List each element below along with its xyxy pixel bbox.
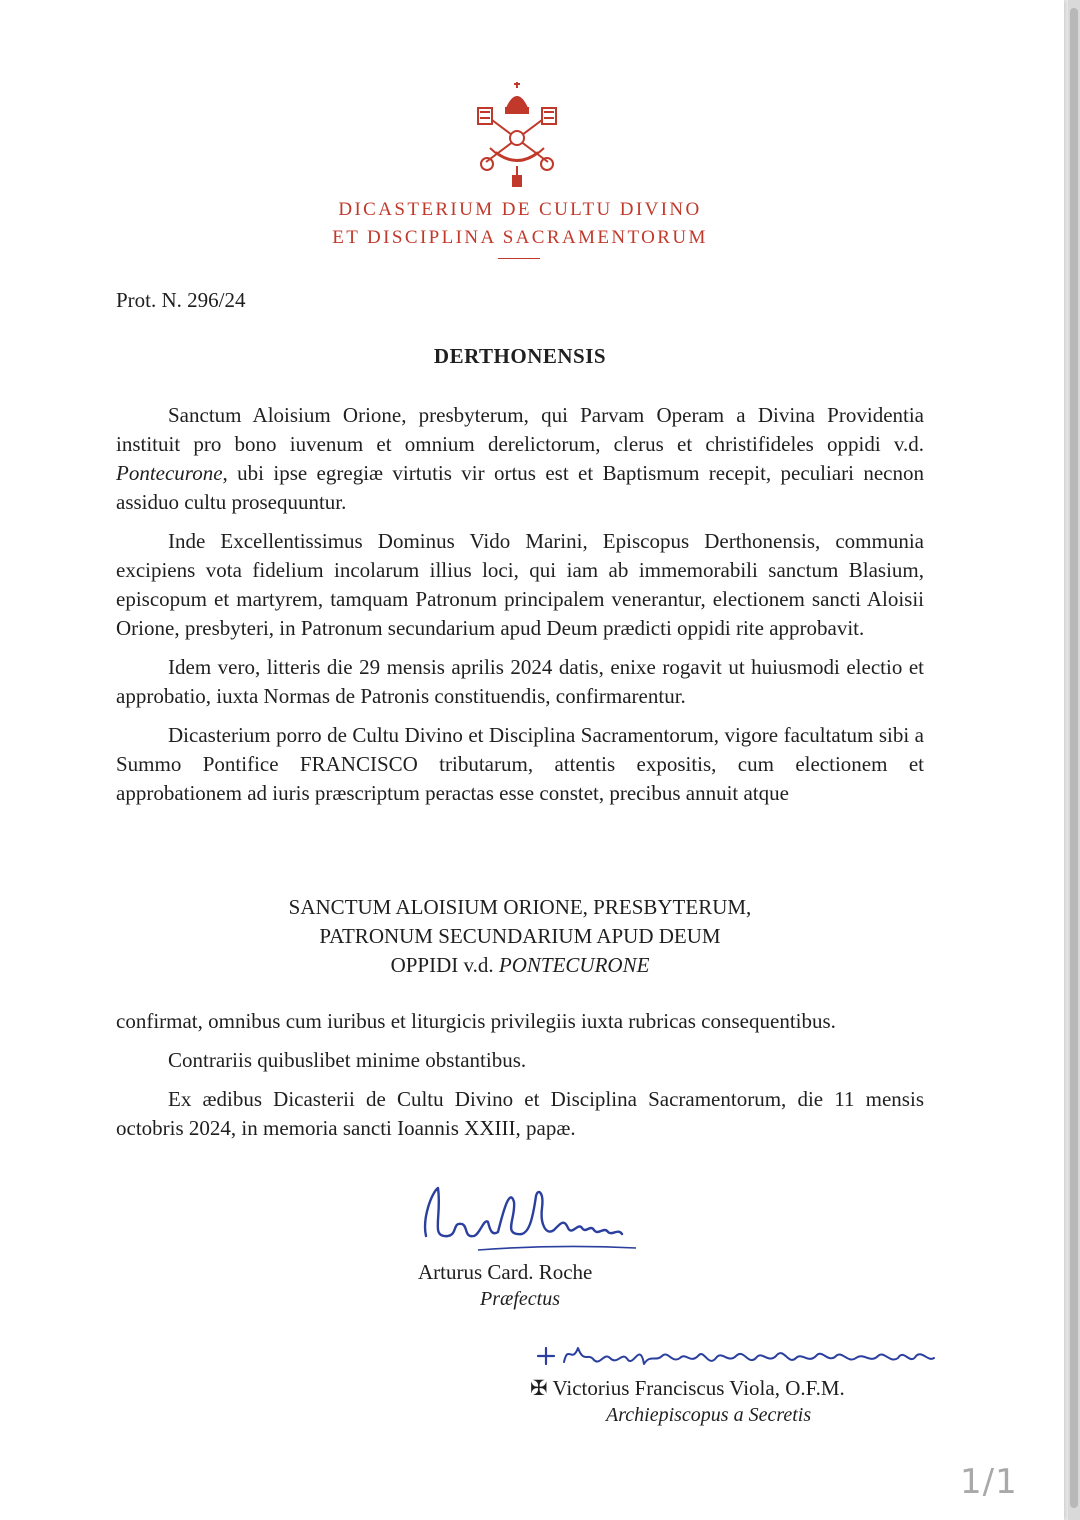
page-indicator: 1/1: [960, 1462, 1018, 1502]
paragraph-4: Dicasterium porro de Cultu Divino et Disciplina Sacramentorum, vigore facultatum sibi a Summo Pontifice FRANCISCO tributarum, attentis expositis, cum electionem et approbationem ad iuris præscriptum peractas esse constet, precibus annuit atque: [116, 723, 924, 805]
prefect-signature: [418, 1178, 638, 1258]
decree-line-3-prefix: OPPIDI v.d.: [390, 953, 499, 977]
protocol-number: Prot. N. 296/24: [116, 288, 246, 312]
decree-place-name: PONTECURONE: [498, 953, 650, 977]
secretary-signature: [530, 1334, 940, 1374]
paragraph-1-place-name: Pontecurone: [116, 461, 223, 485]
decree-block: [116, 893, 924, 980]
scrollbar-thumb[interactable]: [1070, 8, 1078, 1508]
header-line-1: DICASTERIUM DE CULTU DIVINO: [338, 199, 702, 220]
scrollbar[interactable]: [1068, 0, 1080, 1520]
document-body: [116, 401, 924, 818]
paragraph-1: [116, 401, 924, 517]
date-paragraph: Ex ædibus Dicasterii de Cultu Divino et Disciplina Sacramentorum, die 11 mensis octobris 2024, in memoria sancti Ioannis XXIII, papæ.: [116, 1087, 924, 1140]
closing-body: [116, 1007, 924, 1153]
decree-line-2: PATRONUM SECUNDARIUM APUD DEUM: [319, 924, 721, 948]
paragraph-3: Idem vero, litteris die 29 mensis aprilis 2024 datis, enixe rogavit ut huiusmodi electio et approbatio, iuxta Normas de Patronis constituendis, confirmarentur.: [116, 655, 924, 708]
document-title: DERTHONENSIS: [433, 344, 607, 368]
paragraph-1-text-b: , ubi ipse egregiæ virtutis vir ortus est et Baptismum recepit, peculiari necnon assiduo cultu prosequuntur.: [116, 461, 924, 514]
secretary-name: ✠ Victorius Franciscus Viola, O.F.M.: [530, 1376, 845, 1400]
prefect-name: Arturus Card. Roche: [418, 1260, 593, 1284]
header-divider: [498, 258, 540, 259]
secretary-role: Archiepiscopus a Secretis: [606, 1404, 812, 1426]
contrariis-paragraph: Contrariis quibuslibet minime obstantibus.: [168, 1048, 527, 1072]
decree-line-3: [116, 951, 924, 980]
prefect-role: Præfectus: [480, 1288, 560, 1310]
confirmation-paragraph: confirmat, omnibus cum iuribus et liturgicis privilegiis iuxta rubricas consequentibus.: [116, 1009, 836, 1033]
paragraph-2: Inde Excellentissimus Dominus Vido Marini, Episcopus Derthonensis, communia excipiens vota fidelium incolarum illius loci, qui iam ab immemorabili sanctum Blasium, episcopum et martyrem, tamquam Patronum principalem venerantur, electionem sancti Aloisii Orione, presbyteri, in Patronum secundarium apud Deum prædicti oppidi rite approbavit.: [116, 529, 924, 640]
paragraph-1-text-a: Sanctum Aloisium Orione, presbyterum, qui Parvam Operam a Divina Providentia instituit pro bono iuvenum et omnium derelictorum, clerus et christifideles oppidi v.d.: [116, 403, 924, 456]
dicastery-header: [0, 196, 1040, 252]
papal-crest-emblem: [470, 78, 564, 190]
header-line-2: ET DISCIPLINA SACRAMENTORUM: [332, 227, 708, 248]
decree-line-1: SANCTUM ALOISIUM ORIONE, PRESBYTERUM,: [288, 895, 752, 919]
